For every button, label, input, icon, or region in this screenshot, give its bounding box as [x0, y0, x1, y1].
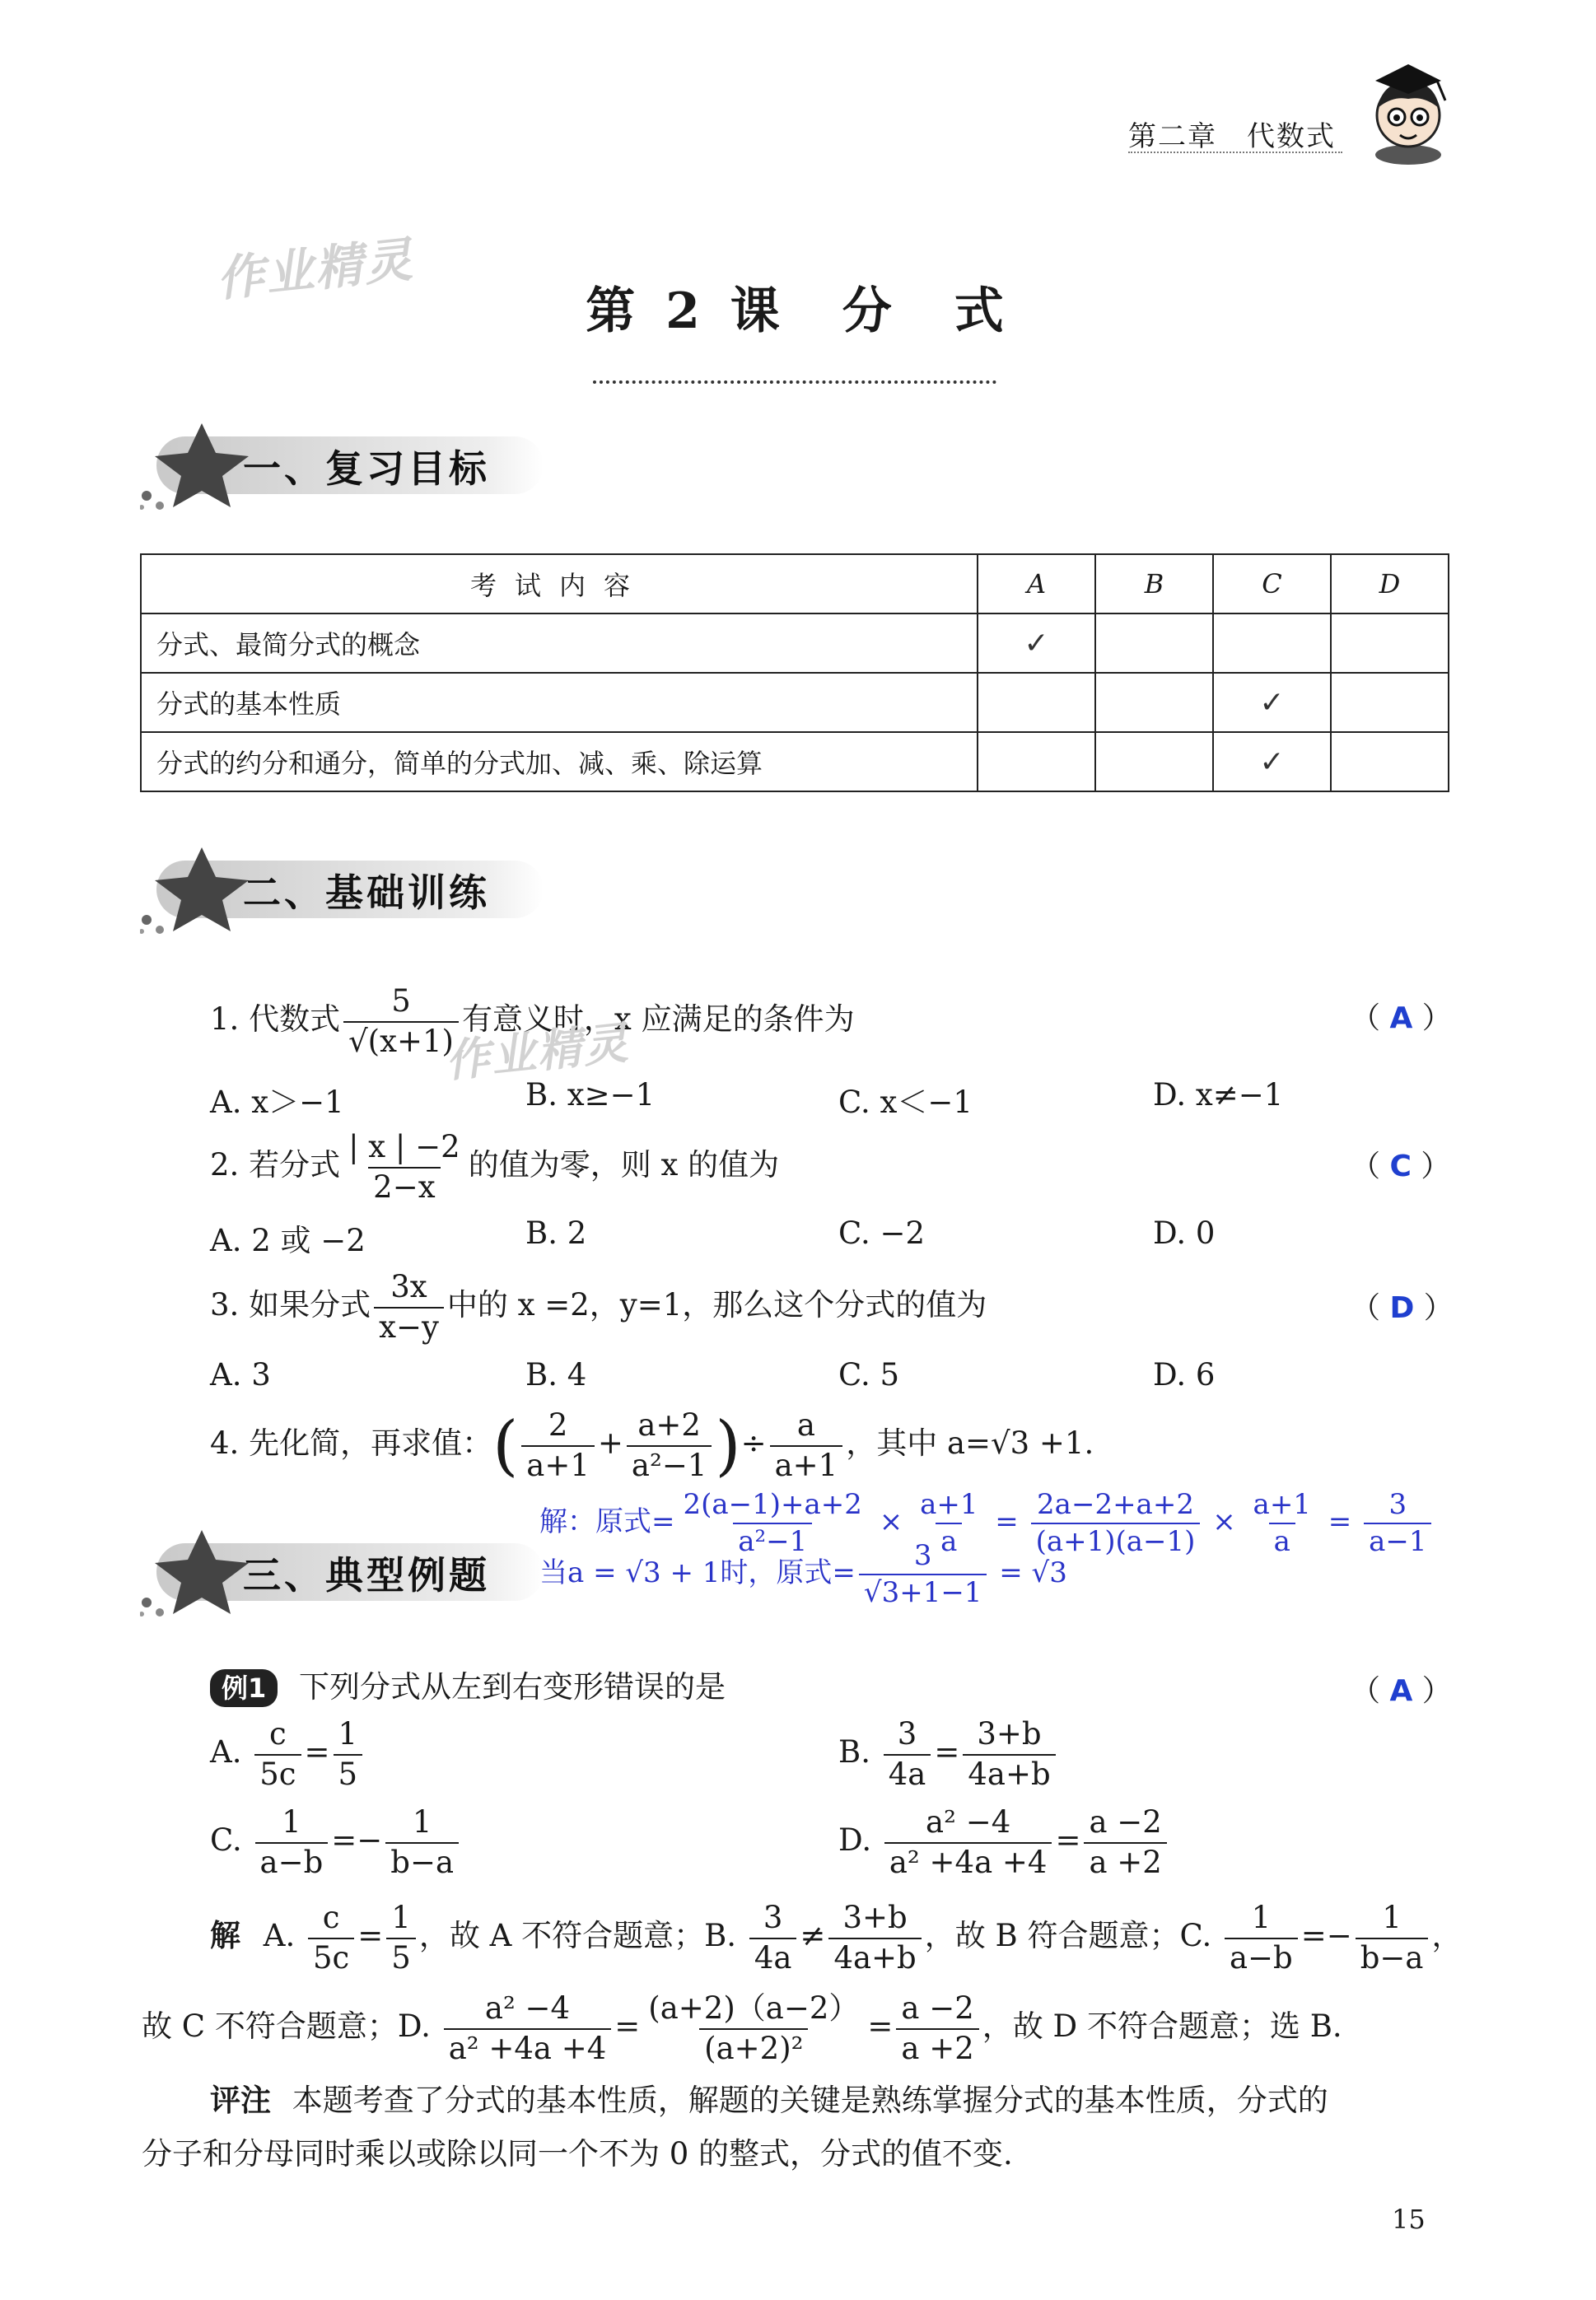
question-text: 若分式	[249, 1147, 341, 1183]
operator: =−	[331, 1822, 383, 1859]
watermark: 作业精灵	[213, 231, 417, 308]
example-comment-line1	[210, 2075, 1328, 2120]
operator: =	[934, 1734, 960, 1770]
header-divider	[1128, 152, 1342, 153]
fraction	[1084, 1805, 1166, 1880]
example-1-answer: （ A ）	[1351, 1674, 1452, 1708]
denominator: (a+2)²	[699, 2028, 808, 2067]
denominator: a+1	[521, 1445, 595, 1484]
denominator: x−y	[374, 1307, 444, 1346]
numerator: (a+2)（a−2）	[648, 1990, 860, 2026]
numerator: a² −4	[484, 1990, 571, 2026]
operator: ×	[879, 1505, 903, 1539]
fraction	[255, 1805, 329, 1880]
fraction	[444, 1991, 612, 2066]
answer-3: （ D ）	[1351, 1291, 1454, 1325]
denominator: b−a	[385, 1842, 459, 1881]
question-text: ，其中 a=√3 +1.	[846, 1425, 1094, 1462]
answer-letter: A	[1389, 1001, 1413, 1035]
numerator: a² −4	[926, 1804, 1011, 1840]
fraction	[963, 1717, 1055, 1792]
example-option-c	[210, 1805, 462, 1880]
denominator: a²−1	[627, 1445, 712, 1484]
numerator: 1	[338, 1716, 358, 1752]
numerator: 3+b	[977, 1716, 1042, 1752]
numerator: 1	[412, 1804, 432, 1840]
denominator: a−1	[1364, 1523, 1431, 1558]
requirements-table	[140, 553, 1449, 792]
denominator: 5c	[254, 1754, 301, 1793]
denominator: a +2	[896, 2028, 978, 2067]
denominator: a²−1	[733, 1523, 812, 1558]
question-3	[210, 1270, 987, 1345]
table-row	[141, 613, 1449, 673]
solution-lead: 解：原式=	[539, 1505, 675, 1539]
mascot-icon	[1359, 58, 1458, 165]
fraction	[385, 1805, 459, 1880]
denominator: √(x+1)	[343, 1021, 459, 1060]
example-comment-line2: 分子和分母同时乘以或除以同一个不为 0 的整式，分式的值不变.	[142, 2136, 1013, 2172]
section-basic	[0, 852, 659, 926]
denominator: a	[936, 1523, 962, 1558]
solution-text: ，故 D 不符合题意；选 B.	[982, 2008, 1342, 2045]
empty-cell	[1095, 732, 1213, 791]
denominator: √3+1−1	[859, 1574, 987, 1609]
option: C. −2	[838, 1215, 926, 1251]
denominator: 4a	[884, 1754, 931, 1793]
denominator: a +2	[1084, 1842, 1166, 1881]
empty-cell	[1331, 732, 1449, 791]
solution-text: 故 C 不符合题意；D.	[142, 2008, 431, 2045]
section-review	[0, 428, 659, 502]
numerator: 1	[391, 1900, 411, 1935]
fraction	[1364, 1489, 1431, 1558]
option-label: B.	[838, 1734, 870, 1770]
fraction	[334, 1717, 363, 1792]
q4-solution-line2	[539, 1540, 1067, 1609]
option: A. 3	[210, 1357, 271, 1393]
table-row	[141, 732, 1449, 791]
denominator: 2−x	[368, 1167, 440, 1206]
numerator: 5	[391, 983, 411, 1019]
check-icon: ✓	[1213, 732, 1331, 791]
example-solution-line2	[142, 1991, 1342, 2066]
operator: =	[357, 1918, 384, 1954]
numerator: c	[322, 1900, 340, 1935]
numerator: 2	[548, 1407, 568, 1443]
lesson-title: 第 2 课 分 式	[586, 282, 1010, 340]
denominator: a−b	[255, 1842, 329, 1881]
empty-cell	[978, 673, 1095, 732]
level-d-header: D	[1331, 554, 1449, 613]
solution-text: ，故 B 符合题意；C.	[924, 1918, 1212, 1954]
table-row	[141, 673, 1449, 732]
fraction	[770, 1408, 843, 1483]
table-header-row	[141, 554, 1449, 613]
empty-cell	[1331, 613, 1449, 673]
fraction	[643, 1991, 864, 2066]
fraction	[627, 1408, 712, 1483]
fraction	[386, 1901, 416, 1976]
solution-lead: 解	[210, 1918, 240, 1954]
option-label: C.	[210, 1822, 242, 1859]
question-number: 3.	[210, 1287, 240, 1323]
comment-text: 本题考查了分式的基本性质，解题的关键是熟练掌握分式的基本性质，分式的	[292, 2083, 1328, 2118]
answer-letter: D	[1389, 1291, 1415, 1325]
numerator: a+1	[920, 1488, 978, 1521]
solution-text: 当a = √3 + 1时，原式=	[539, 1556, 856, 1590]
watermark: 作业精灵	[442, 1016, 632, 1088]
answer-2: （ C ）	[1351, 1150, 1451, 1183]
answer-letter: C	[1389, 1150, 1412, 1183]
section-title: 一、复习目标	[243, 446, 490, 491]
example-question: 下列分式从左到右变形错误的是	[299, 1669, 726, 1705]
denominator: 4a+b	[963, 1754, 1055, 1793]
section-title: 二、基础训练	[243, 870, 490, 915]
question-text: 中的 x =2，y=1，那么这个分式的值为	[446, 1287, 987, 1323]
operator: ×	[1212, 1505, 1236, 1539]
question-text: 代数式	[249, 1001, 341, 1038]
question-text: 的值为零，则 x 的值为	[468, 1147, 780, 1183]
fraction	[884, 1805, 1052, 1880]
check-icon: ✓	[978, 613, 1095, 673]
operator: +	[597, 1425, 623, 1462]
level-a-header: A	[978, 554, 1095, 613]
numerator: 3	[897, 1716, 917, 1752]
row-content: 分式的基本性质	[141, 673, 978, 732]
operator: ≠	[800, 1918, 826, 1954]
option: C. x＜−1	[838, 1085, 973, 1120]
fraction	[1356, 1901, 1429, 1976]
question-number: 2.	[210, 1147, 240, 1183]
numerator: 3	[1388, 1488, 1407, 1521]
page-number: 15	[1392, 2204, 1426, 2235]
fraction	[1248, 1489, 1316, 1558]
numerator: 1	[1251, 1900, 1272, 1935]
numerator: a+1	[1253, 1488, 1311, 1521]
denominator: 5	[334, 1754, 363, 1793]
denominator: 5c	[308, 1938, 354, 1976]
empty-cell	[1095, 673, 1213, 732]
question-text: 如果分式	[249, 1287, 371, 1323]
option: D. x≠−1	[1153, 1077, 1284, 1113]
fraction	[884, 1717, 931, 1792]
question-number: 1.	[210, 1001, 240, 1038]
denominator: a+1	[770, 1445, 843, 1484]
table-header-content: 考试内容	[141, 554, 978, 613]
example-1	[210, 1662, 726, 1707]
question-text: 有意义时，x 应满足的条件为	[461, 1001, 855, 1038]
fraction	[859, 1540, 987, 1609]
solution-text: = √3	[999, 1556, 1067, 1590]
denominator: (a+1)(a−1)	[1031, 1523, 1201, 1558]
option-label: D.	[838, 1822, 872, 1859]
operator: =−	[1300, 1918, 1352, 1954]
solution-text: ，故 A 不符合题意；B.	[418, 1918, 737, 1954]
example-solution-line1: 解 A. $\frac{c}{5c}$ = $\frac{1}{5}$ ，故 A 不符合题意；B. $\frac{3}{4a}$ ≠ $\frac{3+b}{4a+b}$ ，故 B 符合题意；C. $\frac{1}{a-b}$ =− $\frac{1}{b-a}$ ，	[210, 1900, 1463, 1976]
example-option-a	[210, 1717, 366, 1792]
chapter-header: 第二章 代数式	[1128, 120, 1336, 153]
denominator: b−a	[1356, 1938, 1429, 1976]
empty-cell	[1213, 613, 1331, 673]
operator: =	[867, 2008, 894, 2045]
option: B. 2	[525, 1215, 587, 1251]
fraction	[749, 1901, 797, 1976]
question-2	[210, 1130, 779, 1205]
denominator: a	[1269, 1523, 1295, 1558]
empty-cell	[978, 732, 1095, 791]
operator: =	[995, 1505, 1019, 1539]
question-text: 先化简，再求值：	[249, 1425, 493, 1462]
example-option-d	[838, 1805, 1170, 1880]
numerator: a	[796, 1407, 815, 1443]
operator: =	[1328, 1505, 1352, 1539]
solution-text: A.	[263, 1918, 296, 1954]
numerator: 3+b	[842, 1900, 908, 1935]
numerator: 2(a−1)+a+2	[683, 1488, 862, 1521]
option: D. 0	[1153, 1215, 1216, 1251]
fraction	[343, 1130, 465, 1205]
numerator: a+2	[637, 1407, 701, 1443]
numerator: 1	[282, 1804, 301, 1840]
check-icon: ✓	[1213, 673, 1331, 732]
fraction	[828, 1901, 921, 1976]
option: B. 4	[525, 1357, 587, 1393]
fraction	[896, 1991, 978, 2066]
denominator: a² +4a +4	[884, 1842, 1052, 1881]
numerator: 3	[913, 1539, 932, 1572]
option-label: A.	[210, 1734, 242, 1770]
numerator: c	[269, 1716, 287, 1752]
empty-cell	[1095, 613, 1213, 673]
example-option-b	[838, 1717, 1059, 1792]
row-content: 分式的约分和通分，简单的分式加、减、乘、除运算	[141, 732, 978, 791]
question-4: 4. 先化简，再求值：( $\frac{2}{a+1}$ + $\frac{a+2}{\text{a²−1}}$ )÷ $\frac{a}{a+1}$ ，其中 a=√3 +1.	[210, 1407, 1094, 1484]
fraction	[1225, 1901, 1298, 1976]
title-divider	[593, 380, 996, 384]
denominator: a² +4a +4	[444, 2028, 612, 2067]
section-title: 三、典型例题	[243, 1553, 490, 1598]
example-badge: 例1	[210, 1669, 278, 1707]
numerator: 3x	[390, 1269, 427, 1304]
numerator: 2a−2+a+2	[1037, 1488, 1194, 1521]
option: C. 5	[838, 1357, 900, 1393]
answer-1: （ A ）	[1351, 1001, 1452, 1035]
question-number: 4.	[210, 1425, 240, 1462]
fraction	[521, 1408, 595, 1483]
comment-lead: 评注	[210, 2083, 271, 2118]
fraction	[343, 984, 459, 1059]
empty-cell	[1331, 673, 1449, 732]
option: A. 2 或 −2	[210, 1223, 366, 1258]
denominator: a−b	[1225, 1938, 1298, 1976]
operator: =	[304, 1734, 330, 1770]
option: A. x＞−1	[210, 1085, 344, 1120]
denominator: 5	[386, 1938, 416, 1976]
numerator: 3	[763, 1900, 783, 1935]
answer-letter: A	[1389, 1674, 1413, 1708]
option: D. 6	[1153, 1357, 1216, 1393]
operator: =	[1055, 1822, 1081, 1859]
fraction	[254, 1717, 301, 1792]
option: B. x≥−1	[525, 1077, 656, 1113]
denominator: 4a+b	[828, 1938, 921, 1976]
numerator: a −2	[1089, 1804, 1162, 1840]
level-b-header: B	[1095, 554, 1213, 613]
level-c-header: C	[1213, 554, 1331, 613]
operator: ÷	[740, 1425, 767, 1462]
numerator: a −2	[901, 1990, 974, 2026]
numerator: 1	[1382, 1900, 1402, 1935]
fraction	[308, 1901, 354, 1976]
numerator: | x | −2	[348, 1129, 460, 1164]
fraction	[374, 1270, 444, 1345]
denominator: 4a	[749, 1938, 797, 1976]
operator: =	[614, 2008, 641, 2045]
row-content: 分式、最简分式的概念	[141, 613, 978, 673]
